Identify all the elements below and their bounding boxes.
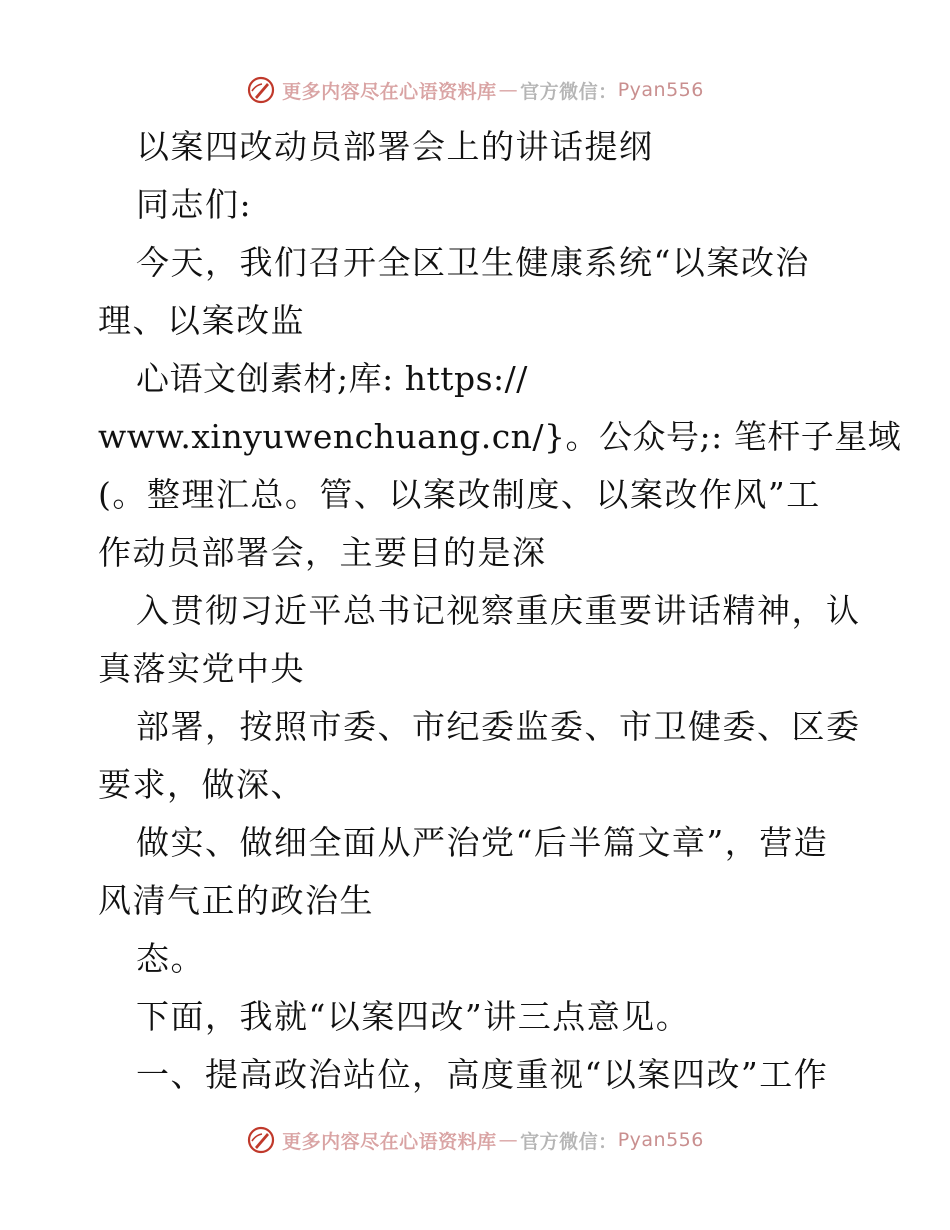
watermark-official-label: 官方微信：: [520, 80, 618, 103]
paragraph-line: 态。: [136, 939, 205, 978]
paragraph-line: 部署，按照市委、市纪委监委、市卫健委、区委: [136, 707, 861, 746]
quill-logo-icon: [246, 75, 276, 105]
watermark-wechat-id: Pyan556: [617, 1129, 704, 1151]
watermark-main-text: 更多内容尽在心语资料库: [282, 80, 497, 103]
paragraph-line: 入贯彻习近平总书记视察重庆重要讲话精神，认: [136, 591, 861, 630]
paragraph-line: 理、以案改监: [98, 301, 305, 340]
paragraph-line: 真落实党中央: [98, 649, 305, 688]
paragraph-line: 作动员部署会，主要目的是深: [98, 533, 547, 572]
paragraph-line: 风清气正的政治生: [98, 881, 374, 920]
quill-logo-icon: [246, 1125, 276, 1155]
document-body: [98, 118, 902, 1104]
document-title: 以案四改动员部署会上的讲话提纲: [136, 127, 654, 166]
watermark-dash: —: [498, 1129, 519, 1151]
watermark-wechat-id: Pyan556: [617, 79, 704, 101]
paragraph-line: (。整理汇总。管、以案改制度、以案改作风”工: [98, 475, 821, 514]
header-watermark: [0, 70, 950, 110]
watermark-dash: —: [498, 79, 519, 101]
salutation: 同志们:: [136, 185, 253, 224]
paragraph-line: www.xinyuwenchuang.cn/}。公众号;: 笔杆子星域: [98, 417, 902, 456]
paragraph-line: 要求，做深、: [98, 765, 305, 804]
paragraph-line: 下面，我就“以案四改”讲三点意见。: [136, 997, 691, 1036]
paragraph-line: 做实、做细全面从严治党“后半篇文章”，营造: [136, 823, 829, 862]
paragraph-line: 心语文创素材;库: https://: [136, 359, 528, 398]
watermark-official-label: 官方微信：: [520, 1130, 618, 1153]
watermark-main-text: 更多内容尽在心语资料库: [282, 1130, 497, 1153]
section-heading: 一、提高政治站位，高度重视“以案四改”工作: [136, 1055, 829, 1094]
paragraph-line: 今天，我们召开全区卫生健康系统“以案改治: [136, 243, 810, 282]
footer-watermark: [0, 1120, 950, 1160]
